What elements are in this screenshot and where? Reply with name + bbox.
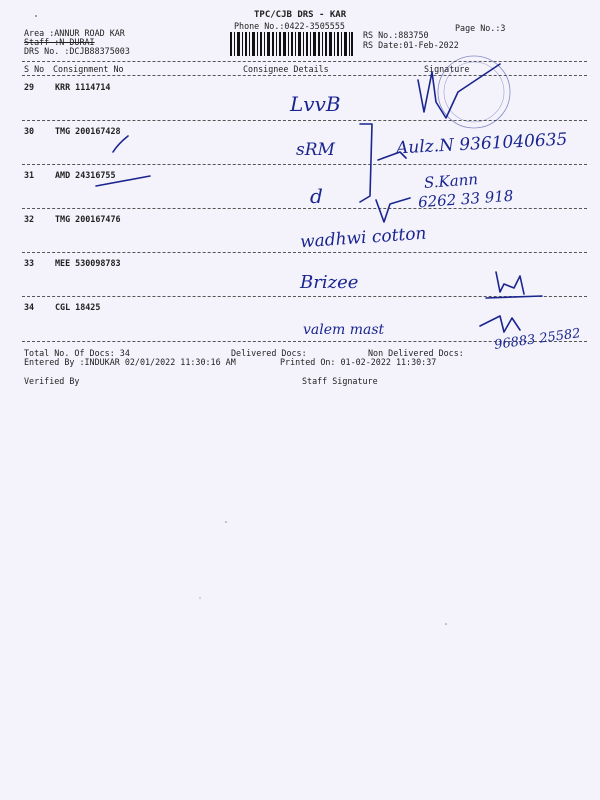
handwritten-consignee-34: valem mast	[303, 322, 385, 338]
handwritten-consignee-30: sRM	[296, 140, 335, 160]
entered-by: Entered By :INDUKAR 02/01/2022 11:30:16 AM	[24, 357, 236, 367]
handwritten-consignee-31: d	[310, 184, 323, 208]
handwritten-consignee-32: wadhwi cotton	[299, 223, 428, 253]
row-sno: 30	[24, 126, 35, 136]
column-sno: S No	[24, 64, 45, 74]
verified-by: Verified By	[24, 376, 80, 386]
row-sno: 34	[24, 302, 35, 312]
rs-number: RS No.:883750	[363, 30, 429, 40]
phone-number: Phone No.:0422-3505555	[234, 21, 345, 31]
handwritten-name-31: S.Kann	[423, 170, 479, 192]
printed-on: Printed On: 01-02-2022 11:30:37	[280, 357, 437, 367]
row-consignment: TMG 200167476	[55, 214, 121, 224]
column-consignment: Consignment No	[53, 64, 124, 74]
handwritten-consignee-29: LvvB	[290, 92, 341, 116]
total-docs: Total No. Of Docs: 34	[24, 348, 130, 358]
row-sno: 31	[24, 170, 35, 180]
handwritten-phone-31: 6262 33 918	[417, 186, 514, 212]
column-signature: Signature	[424, 64, 470, 74]
row-consignment: AMD 24316755	[55, 170, 116, 180]
row-consignment: KRR 1114714	[55, 82, 111, 92]
row-consignment: CGL 18425	[55, 302, 101, 312]
delivered-docs: Delivered Docs:	[231, 348, 307, 358]
staff-signature: Staff Signature	[302, 376, 378, 386]
row-sno: 29	[24, 82, 35, 92]
rs-date: RS Date:01-Feb-2022	[363, 40, 459, 50]
page-number: Page No.:3	[455, 23, 506, 33]
handwritten-phone-30: Aulz.N 9361040635	[395, 129, 568, 159]
row-consignment: MEE 530098783	[55, 258, 121, 268]
handwritten-phone-34: 96883 25582	[493, 326, 582, 353]
handwritten-consignee-33: Brizee	[300, 272, 359, 293]
row-sno: 32	[24, 214, 35, 224]
document-title: TPC/CJB DRS - KAR	[254, 10, 347, 20]
area-field: Area :ANNUR ROAD KAR	[24, 28, 125, 38]
non-delivered-docs: Non Delivered Docs:	[368, 348, 464, 358]
column-consignee: Consignee Details	[243, 64, 329, 74]
drs-number: DRS No. :DCJB88375003	[24, 46, 130, 56]
row-consignment: TMG 200167428	[55, 126, 121, 136]
staff-field: Staff :N DURAI	[24, 37, 95, 47]
row-sno: 33	[24, 258, 35, 268]
